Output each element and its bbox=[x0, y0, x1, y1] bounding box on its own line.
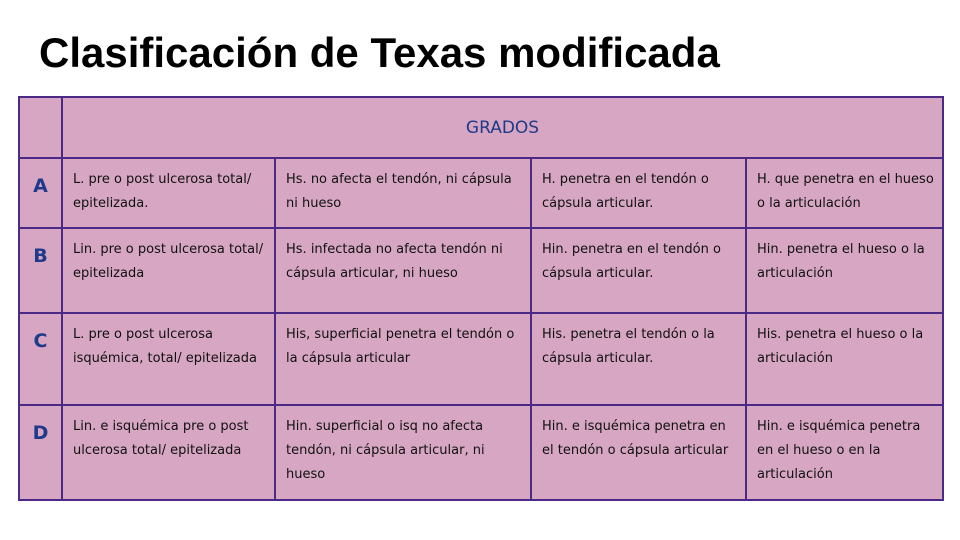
row-label-a: A bbox=[19, 158, 62, 228]
table-cell: L. pre o post ulcerosa isquémica, total/ epitelizada bbox=[62, 313, 275, 405]
grades-header: GRADOS bbox=[62, 97, 943, 158]
table-cell: H. que penetra en el hueso o la articulación bbox=[746, 158, 943, 228]
table-cell: L. pre o post ulcerosa total/ epitelizada. bbox=[62, 158, 275, 228]
table-cell: Hin. penetra en el tendón o cápsula articular. bbox=[531, 228, 746, 313]
table-cell: Lin. e isquémica pre o post ulcerosa total/ epitelizada bbox=[62, 405, 275, 500]
table-cell: Lin. pre o post ulcerosa total/ epitelizada bbox=[62, 228, 275, 313]
table-cell: His. penetra el tendón o la cápsula articular. bbox=[531, 313, 746, 405]
row-label-b: B bbox=[19, 228, 62, 313]
table-cell: Hs. infectada no afecta tendón ni cápsula articular, ni hueso bbox=[275, 228, 531, 313]
table-cell: His, superficial penetra el tendón o la cápsula articular bbox=[275, 313, 531, 405]
table-row bbox=[19, 405, 943, 500]
table-cell: Hin. e isquémica penetra en el hueso o en la articulación bbox=[746, 405, 943, 500]
table-header-row bbox=[19, 97, 943, 158]
grades-table bbox=[18, 96, 944, 501]
row-label-c: C bbox=[19, 313, 62, 405]
table-cell: Hs. no afecta el tendón, ni cápsula ni hueso bbox=[275, 158, 531, 228]
table-cell: Hin. e isquémica penetra en el tendón o cápsula articular bbox=[531, 405, 746, 500]
table-cell: Hin. superficial o isq no afecta tendón, ni cápsula articular, ni hueso bbox=[275, 405, 531, 500]
page-title: Clasificación de Texas modificada bbox=[39, 29, 720, 76]
row-label-d: D bbox=[19, 405, 62, 500]
corner-cell bbox=[19, 97, 62, 158]
table-cell: His. penetra el hueso o la articulación bbox=[746, 313, 943, 405]
table-cell: H. penetra en el tendón o cápsula articular. bbox=[531, 158, 746, 228]
table-row bbox=[19, 158, 943, 228]
table-row bbox=[19, 313, 943, 405]
table-row bbox=[19, 228, 943, 313]
table-cell: Hin. penetra el hueso o la articulación bbox=[746, 228, 943, 313]
